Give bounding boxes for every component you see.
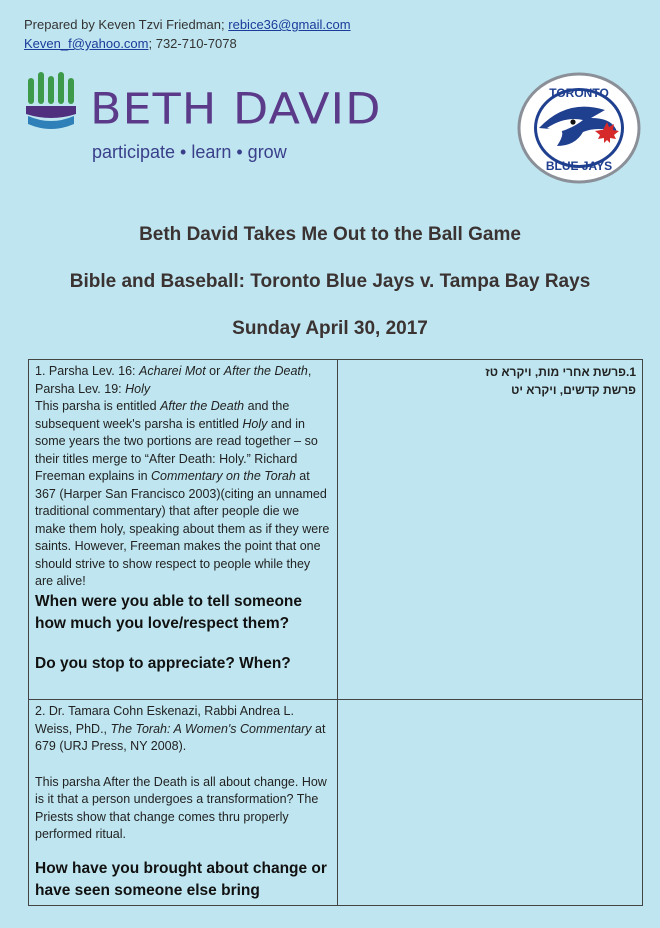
table-row [29, 360, 643, 700]
phone-text: ; 732-710-7078 [148, 36, 237, 51]
logo-tagline: participate • learn • grow [92, 142, 287, 162]
row1-english-cell [29, 360, 338, 700]
row2-paragraph: This parsha After the Death is all about change. How is it that a person undergoes a transformation? The Priests show that change comes thru properly performed ritual. [35, 774, 327, 841]
email-link-1[interactable]: rebice36@gmail.com [228, 17, 351, 32]
row1-hebrew-line-1: 1.פרשת אחרי מות, ויקרא טז [485, 365, 636, 379]
table-row [29, 700, 643, 906]
row1-p3-b: After the Death [160, 399, 245, 413]
beth-david-logo-icon [26, 72, 76, 134]
badge-top-text: TORONTO [549, 86, 609, 100]
prepared-by-text: Prepared by Keven Tzvi Friedman; [24, 17, 225, 32]
email-link-2[interactable]: Keven_f@yahoo.com [24, 36, 149, 51]
row2-empty-cell [338, 700, 643, 906]
row2-p1-a: 2. Dr. Tamara Cohn Eskenazi, Rabbi Andrea L. Weiss, PhD., [35, 704, 294, 736]
row1-p1-b: Acharei Mot [139, 364, 206, 378]
row2-p1-b: The Torah: A Women's Commentary [110, 721, 312, 736]
title-line-1: Beth David Takes Me Out to the Ball Game [139, 224, 521, 245]
row2-question-1: How have you brought about change or have seen someone else bring [35, 859, 327, 899]
row1-p1-c: or [205, 364, 224, 378]
row2-citation [35, 703, 331, 756]
prepared-by-line-1 [24, 15, 351, 34]
row1-hebrew-cell [338, 360, 643, 700]
row1-paragraph [35, 398, 331, 591]
row1-parsha-line-2 [35, 381, 331, 399]
prepared-by-line-2 [24, 34, 351, 53]
title-line-3: Sunday April 30, 2017 [232, 318, 428, 339]
row1-p3-f: Commentary on the Torah [151, 469, 296, 483]
row1-p3-a: This parsha is entitled [35, 399, 161, 413]
row2-p1-c: at 679 (URJ Press, NY 2008). [35, 721, 326, 753]
row1-hebrew-line-2: פרשת קדשים, ויקרא יט [511, 383, 636, 397]
row1-question-1: When were you able to tell someone how much you love/respect them? [35, 592, 302, 632]
row1-p2-b: Holy [125, 381, 151, 396]
row1-p2-a: Parsha Lev. 19: [35, 381, 126, 396]
row1-p3-d: Holy [242, 416, 268, 431]
row1-p1-a: 1. Parsha Lev. 16: [35, 364, 139, 378]
row1-parsha-line-1 [35, 363, 331, 381]
row1-question-2: Do you stop to appreciate? When? [35, 654, 291, 672]
row1-p3-e: and in some years the two portions are read together – so their titles merge to “After Death: Holy.” Richard Freeman explains in [35, 416, 318, 483]
prepared-by-block [24, 15, 351, 53]
row1-p3-c: and the subsequent week's parsha is entitled [35, 399, 290, 431]
study-table [28, 359, 643, 906]
badge-bottom-text: BLUE JAYS [545, 159, 613, 173]
blue-jays-logo [517, 72, 641, 184]
row1-p1-e: , [307, 364, 312, 378]
title-line-2: Bible and Baseball: Toronto Blue Jays v. Tampa Bay Rays [69, 271, 591, 292]
row1-p1-d: After the Death [223, 364, 308, 378]
row2-english-cell [29, 700, 338, 906]
row1-p3-g: at 367 (Harper San Francisco 2003)(citing an unnamed traditional commentary) that after people die we make them holy, speaking about them as if they were saints. However, Freeman makes the point that one should strive to show respect to people while they are alive! [35, 469, 330, 588]
logo-title: BETH DAVID [90, 84, 382, 134]
